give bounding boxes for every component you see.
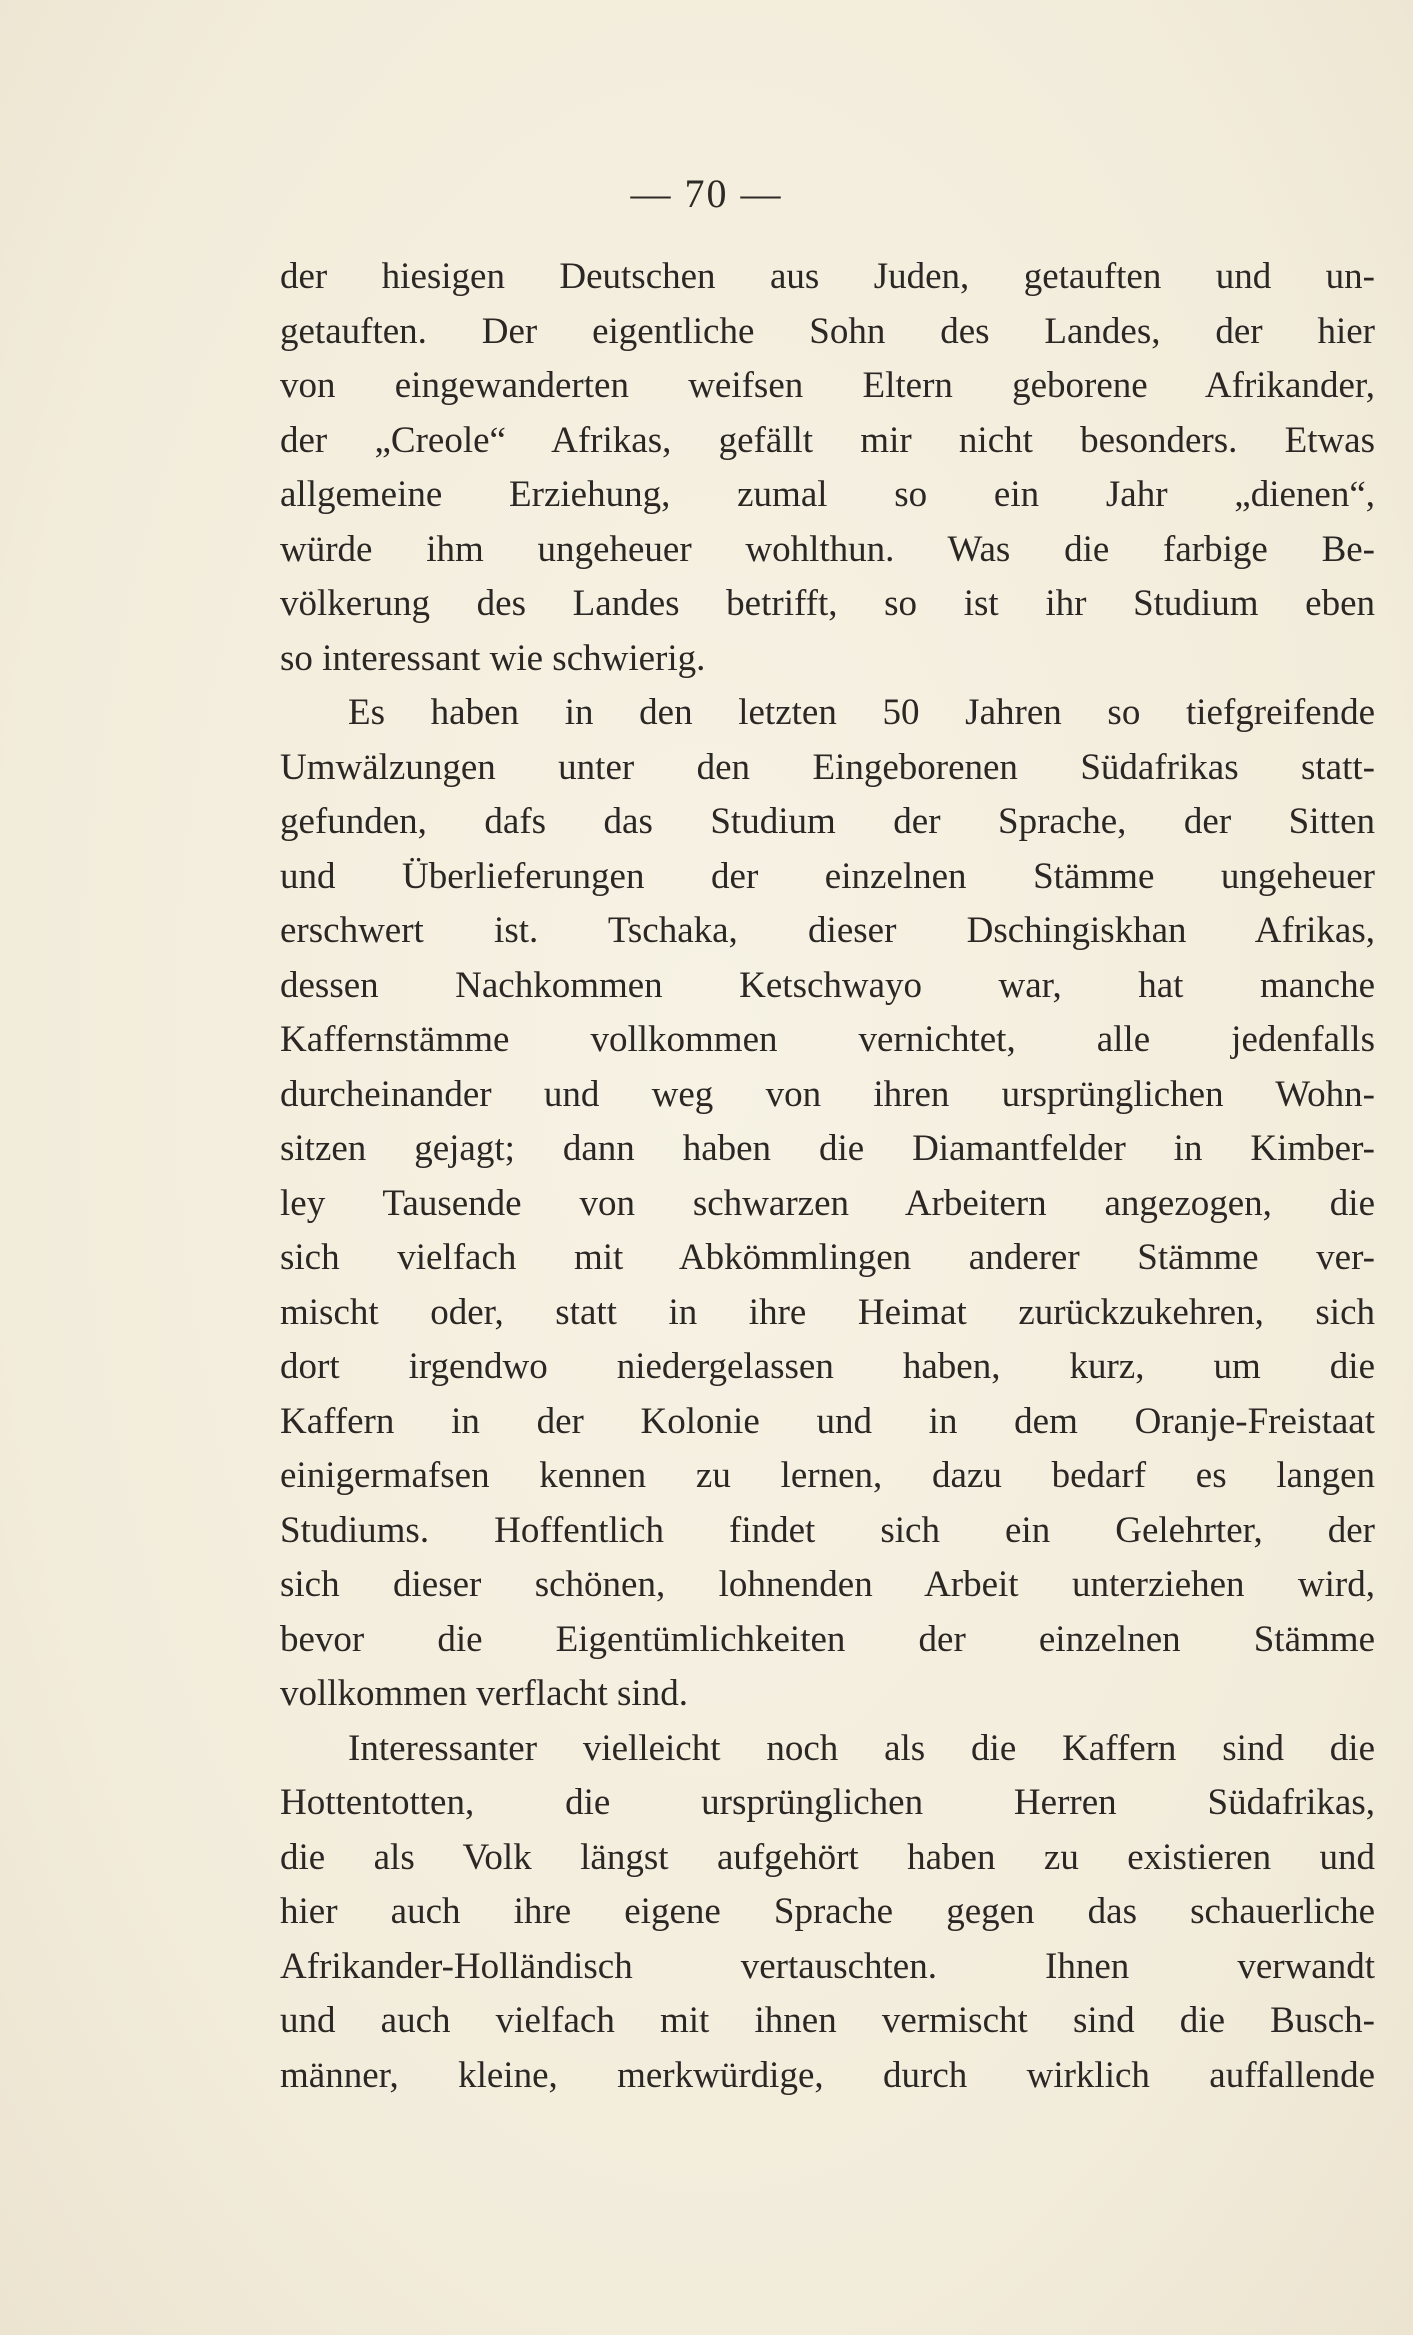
text-line: und Überlieferungen der einzelnen Stämme ungeheuer	[280, 855, 1375, 897]
text-line: getauften. Der eigentliche Sohn des Landes, der hier	[280, 310, 1375, 352]
page-number: — 70 —	[630, 171, 783, 216]
text-line: der „Creole“ Afrikas, gefällt mir nicht besonders. Etwas	[280, 419, 1375, 461]
text-line: Kaffern in der Kolonie und in dem Oranje-Freistaat	[280, 1400, 1375, 1442]
paragraph-2	[280, 686, 1375, 1722]
text-line: vollkommen verflacht sind.	[280, 1673, 688, 1714]
text-line: sich dieser schönen, lohnenden Arbeit unterziehen wird,	[280, 1564, 1375, 1605]
text-line: so interessant wie schwierig.	[280, 637, 706, 679]
text-line: würde ihm ungeheuer wohlthun. Was die farbige Be-	[280, 528, 1375, 570]
text-line: Es haben in den letzten 50 Jahren so tiefgreifende	[348, 692, 1375, 733]
text-line: Kaffernstämme vollkommen vernichtet, alle jedenfalls	[280, 1019, 1375, 1060]
text-line: Studiums. Hoffentlich findet sich ein Gelehrter, der	[280, 1509, 1375, 1551]
text-line: ley Tausende von schwarzen Arbeitern angezogen, die	[280, 1182, 1375, 1224]
text-line: völkerung des Landes betrifft, so ist ihr Studium eben	[280, 583, 1375, 624]
text-line: erschwert ist. Tschaka, dieser Dschingiskhan Afrikas,	[280, 910, 1375, 951]
text-line: allgemeine Erziehung, zumal so ein Jahr „dienen“,	[280, 474, 1375, 515]
text-line: durcheinander und weg von ihren ursprünglichen Wohn-	[280, 1073, 1375, 1115]
text-line: sich vielfach mit Abkömmlingen anderer Stämme ver-	[280, 1237, 1375, 1278]
text-line: Umwälzungen unter den Eingeborenen Südafrikas statt-	[280, 746, 1375, 788]
text-line: hier auch ihre eigene Sprache gegen das schauerliche	[280, 1891, 1375, 1932]
paragraph-3	[280, 1722, 1375, 2104]
text-line: dort irgendwo niedergelassen haben, kurz, um die	[280, 1346, 1375, 1387]
text-line: von eingewanderten weifsen Eltern geborene Afrikander,	[280, 365, 1375, 406]
text-line: dessen Nachkommen Ketschwayo war, hat manche	[280, 964, 1375, 1006]
text-line: Interessanter vielleicht noch als die Kaffern sind die	[348, 1727, 1375, 1769]
text-line: Afrikander-Holländisch vertauschten. Ihnen verwandt	[280, 1945, 1375, 1987]
text-line: Hottentotten, die ursprünglichen Herren Südafrikas,	[280, 1782, 1375, 1823]
text-line: einigermafsen kennen zu lernen, dazu bedarf es langen	[280, 1455, 1375, 1496]
text-line: die als Volk längst aufgehört haben zu existieren und	[280, 1836, 1375, 1878]
text-line: sitzen gejagt; dann haben die Diamantfelder in Kimber-	[280, 1128, 1375, 1169]
text-line: mischt oder, statt in ihre Heimat zurückzukehren, sich	[280, 1291, 1375, 1333]
text-line: männer, kleine, merkwürdige, durch wirklich auffallende	[280, 2054, 1375, 2096]
body-text	[280, 250, 1375, 2103]
text-line: der hiesigen Deutschen aus Juden, getauften und un-	[280, 256, 1375, 297]
text-line: gefunden, dafs das Studium der Sprache, der Sitten	[280, 801, 1375, 842]
text-line: bevor die Eigentümlichkeiten der einzelnen Stämme	[280, 1618, 1375, 1660]
paragraph-1	[280, 250, 1375, 686]
text-line: und auch vielfach mit ihnen vermischt sind die Busch-	[280, 2000, 1375, 2041]
